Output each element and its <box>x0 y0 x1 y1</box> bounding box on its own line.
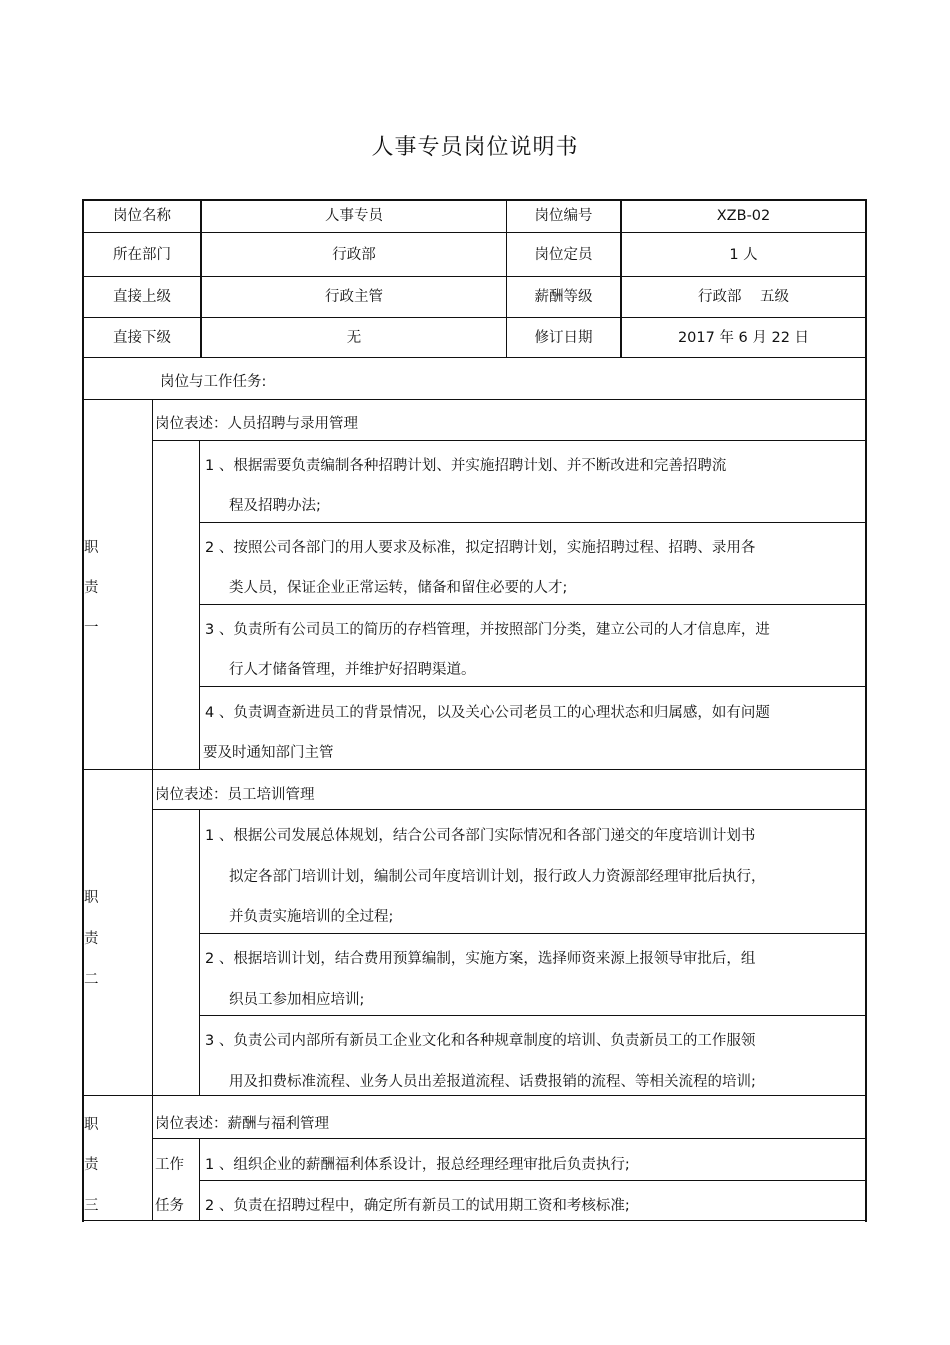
duty1-item3-line1: 3 、负责所有公司员工的简历的存档管理，并按照部门分类，建立公司的人才信息库，进 <box>205 622 770 638</box>
divider <box>199 809 200 1096</box>
duty1-item2-line2: 类人员，保证企业正常运转，储备和留住必要的人才; <box>229 580 568 596</box>
divider <box>152 769 153 1096</box>
duty1-char1: 职 <box>84 540 99 556</box>
value-position-code: XZB-02 <box>716 208 771 224</box>
divider <box>152 1138 867 1139</box>
divider <box>199 686 867 687</box>
duty1-item1-line2: 程及招聘办法; <box>229 498 321 514</box>
duty2-item2-line2: 织员工参加相应培训; <box>229 992 365 1008</box>
value-supervisor: 行政主管 <box>325 289 383 305</box>
divider <box>199 604 867 605</box>
duty2-item1-line3: 并负责实施培训的全过程; <box>229 909 394 925</box>
duty1-item1-line1: 1 、根据需要负责编制各种招聘计划、并实施招聘计划、并不断改进和完善招聘流 <box>205 458 727 474</box>
value-headcount: 1 人 <box>729 247 758 263</box>
divider <box>82 1095 867 1096</box>
duty2-item3-line2: 用及扣费标准流程、业务人员出差报道流程、话费报销的流程、等相关流程的培训; <box>229 1074 756 1090</box>
duty2-char3: 二 <box>84 972 99 988</box>
label-headcount: 岗位定员 <box>534 247 593 263</box>
table-border-left <box>82 199 84 1222</box>
label-subordinates: 直接下级 <box>113 330 171 346</box>
divider <box>199 933 867 934</box>
duty3-work-label-line1: 工作 <box>155 1157 184 1173</box>
label-supervisor: 直接上级 <box>113 289 171 305</box>
label-position-name: 岗位名称 <box>113 208 171 224</box>
duty3-description: 岗位表述：薪酬与福利管理 <box>155 1116 329 1132</box>
duty1-description: 岗位表述：人员招聘与录用管理 <box>155 416 358 432</box>
divider <box>199 1015 867 1016</box>
label-salary-grade: 薪酬等级 <box>534 289 593 305</box>
label-position-code: 岗位编号 <box>534 208 593 224</box>
duty2-description: 岗位表述：员工培训管理 <box>155 787 315 803</box>
divider <box>199 1180 867 1181</box>
duty2-item3-line1: 3 、负责公司内部所有新员工企业文化和各种规章制度的培训、负责新员工的工作服领 <box>205 1033 756 1049</box>
duty3-char2: 责 <box>84 1157 99 1173</box>
value-revision-date: 2017 年 6 月 22 日 <box>677 330 810 346</box>
value-department: 行政部 <box>332 247 376 263</box>
duty1-item4-line1: 4 、负责调查新进员工的背景情况，以及关心公司老员工的心理状态和归属感，如有问题 <box>205 705 770 721</box>
divider <box>152 399 153 770</box>
value-salary-grade: 行政部 五级 <box>698 289 789 305</box>
value-subordinates: 无 <box>346 330 362 346</box>
divider <box>82 769 867 770</box>
duty2-char2: 责 <box>84 931 99 947</box>
section-title: 岗位与工作任务: <box>160 374 267 390</box>
label-revision-date: 修订日期 <box>534 330 593 346</box>
divider <box>199 440 200 770</box>
value-position-name: 人事专员 <box>325 208 383 224</box>
divider <box>82 399 867 400</box>
duty1-item4-line2: 要及时通知部门主管 <box>203 745 334 761</box>
duty1-char2: 责 <box>84 580 99 596</box>
duty3-char3: 三 <box>84 1198 99 1214</box>
duty2-item1-line1: 1 、根据公司发展总体规划，结合公司各部门实际情况和各部门递交的年度培训计划书 <box>205 828 756 844</box>
divider <box>152 1095 153 1221</box>
divider <box>152 809 867 810</box>
duty2-char1: 职 <box>84 890 99 906</box>
duty2-item1-line2: 拟定各部门培训计划，编制公司年度培训计划，报行政人力资源部经理审批后执行， <box>229 869 766 885</box>
divider <box>152 440 867 441</box>
duty1-item3-line2: 行人才储备管理，并维护好招聘渠道。 <box>229 662 476 678</box>
duty2-item2-line1: 2 、根据培训计划，结合费用预算编制，实施方案，选择师资来源上报领导审批后，组 <box>205 951 756 967</box>
divider <box>199 522 867 523</box>
duty3-item1: 1 、组织企业的薪酬福利体系设计，报总经理经理审批后负责执行; <box>205 1157 630 1173</box>
duty1-char3: 一 <box>84 620 99 636</box>
table-border-right <box>865 199 867 1222</box>
duty3-item2: 2 、负责在招聘过程中，确定所有新员工的试用期工资和考核标准; <box>205 1198 630 1214</box>
duty1-item2-line1: 2 、按照公司各部门的用人要求及标准，拟定招聘计划，实施招聘过程、招聘、录用各 <box>205 540 756 556</box>
document-title: 人事专员岗位说明书 <box>371 135 579 160</box>
duty3-work-label-line2: 任务 <box>155 1198 184 1214</box>
duty3-char1: 职 <box>84 1117 99 1133</box>
label-department: 所在部门 <box>113 247 171 263</box>
